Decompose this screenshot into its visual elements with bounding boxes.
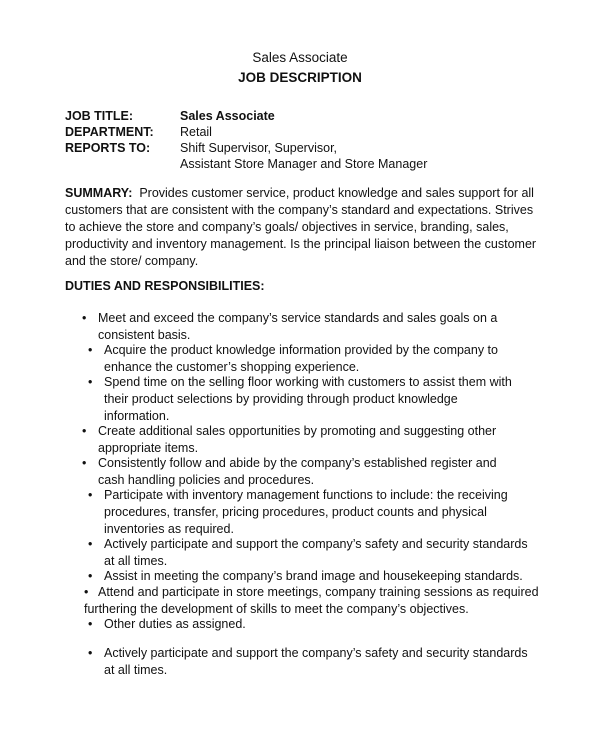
duty-text: Attend and participate in store meetings, company training sessions as required furthering the development of skills to meet the company’s objectives. (84, 585, 539, 616)
duty-item (88, 536, 529, 570)
department-label: DEPARTMENT: (65, 125, 154, 139)
bullet-icon: • (82, 456, 87, 470)
duty-item (88, 374, 524, 425)
duty-text: Actively participate and support the company’s safety and security standards at all times. (104, 537, 528, 568)
bullet-icon: • (88, 375, 93, 389)
job-title-label: JOB TITLE: (65, 109, 134, 123)
bullet-icon: • (88, 617, 93, 631)
duty-text: Spend time on the selling floor working with customers to assist them with their product selections by providing through product knowledge information. (104, 375, 512, 423)
reports-to-line2: Assistant Store Manager and Store Manager (180, 157, 428, 171)
bullet-icon: • (82, 424, 87, 438)
duty-item (82, 423, 518, 457)
duty-item (88, 487, 524, 538)
duty-item (82, 455, 518, 489)
duty-text: Create additional sales opportunities by promoting and suggesting other appropriate items. (98, 424, 497, 455)
bullet-icon: • (82, 311, 87, 325)
duty-item (88, 645, 529, 679)
duty-text: Consistently follow and abide by the company’s established register and cash handling policies and procedures. (98, 456, 497, 487)
duty-text: Participate with inventory management functions to include: the receiving procedures, transfer, pricing procedures, product counts and physical inventories as required. (104, 488, 508, 536)
bullet-icon: • (88, 646, 93, 660)
bullet-icon: • (84, 585, 89, 599)
reports-to-line1: Shift Supervisor, Supervisor, (180, 141, 338, 155)
summary-text: Provides customer service, product knowledge and sales support for all customers that are consistent with the company’s standard and expectations. Strives to achieve the store and company’s goals/ objectives in service, branding, sales, productivity and inventory management. Is the principal liaison between the customer and the store/ company. (65, 186, 537, 268)
bullet-icon: • (88, 488, 93, 502)
duty-text: Actively participate and support the company’s safety and security standards at all times. (104, 646, 528, 677)
duty-item (88, 616, 524, 633)
job-title-value: Sales Associate (180, 109, 275, 123)
duties-heading: DUTIES AND RESPONSIBILITIES: (65, 279, 265, 293)
summary-label: SUMMARY: (65, 186, 133, 200)
duty-text: Meet and exceed the company’s service standards and sales goals on a consistent basis. (98, 311, 498, 342)
bullet-icon: • (88, 537, 93, 551)
duty-text: Acquire the product knowledge information provided by the company to enhance the customer’s shopping experience. (104, 343, 498, 374)
document-title: Sales Associate (252, 50, 348, 65)
duty-item (88, 568, 534, 585)
duty-item (84, 584, 544, 618)
document-subtitle: JOB DESCRIPTION (238, 70, 362, 85)
bullet-icon: • (88, 569, 93, 583)
reports-to-label: REPORTS TO: (65, 141, 151, 155)
bullet-icon: • (88, 343, 93, 357)
summary-paragraph (65, 185, 545, 270)
duty-text: Other duties as assigned. (104, 617, 246, 631)
duty-item (82, 310, 538, 344)
department-value: Retail (180, 125, 212, 139)
duty-text: Assist in meeting the company’s brand image and housekeeping standards. (104, 569, 523, 583)
duty-item (88, 342, 504, 376)
